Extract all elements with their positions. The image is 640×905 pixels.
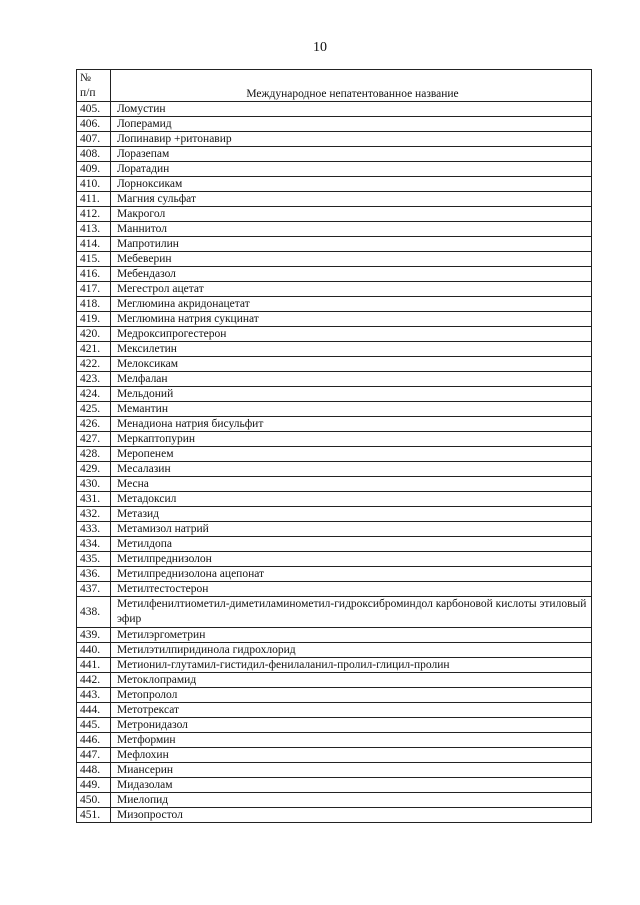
drug-name: Метадоксил <box>111 492 592 507</box>
row-number: 449. <box>77 778 111 793</box>
drug-name: Метилфенилтиометил-диметиламинометил-гидроксиброминдол карбоновой кислоты этиловый эфир <box>111 597 592 628</box>
table-row <box>77 357 592 372</box>
row-number: 445. <box>77 718 111 733</box>
drug-name: Меропенем <box>111 447 592 462</box>
drug-name: Меглюмина натрия сукцинат <box>111 312 592 327</box>
table-row <box>77 537 592 552</box>
row-number: 444. <box>77 703 111 718</box>
drug-name: Мексилетин <box>111 342 592 357</box>
row-number: 414. <box>77 237 111 252</box>
row-number: 431. <box>77 492 111 507</box>
row-number: 432. <box>77 507 111 522</box>
drug-name: Лоразепам <box>111 147 592 162</box>
table-row <box>77 207 592 222</box>
row-number: 415. <box>77 252 111 267</box>
table-row <box>77 552 592 567</box>
drug-name: Мелфалан <box>111 372 592 387</box>
table-row <box>77 267 592 282</box>
table-row <box>77 567 592 582</box>
drug-name: Метоклопрамид <box>111 673 592 688</box>
drug-name: Лорноксикам <box>111 177 592 192</box>
row-number: 405. <box>77 102 111 117</box>
drug-name: Мельдоний <box>111 387 592 402</box>
drug-name: Мегестрол ацетат <box>111 282 592 297</box>
row-number: 439. <box>77 628 111 643</box>
table-row <box>77 462 592 477</box>
row-number: 419. <box>77 312 111 327</box>
table-row <box>77 447 592 462</box>
column-header-name: Международное непатентованное название <box>111 70 592 102</box>
table-row <box>77 522 592 537</box>
drug-name: Метилпреднизолон <box>111 552 592 567</box>
row-number: 442. <box>77 673 111 688</box>
column-header-number <box>77 70 111 102</box>
drug-name: Метазид <box>111 507 592 522</box>
row-number: 434. <box>77 537 111 552</box>
drug-name: Метилэтилпиридинола гидрохлорид <box>111 643 592 658</box>
drug-name: Метотрексат <box>111 703 592 718</box>
row-number: 425. <box>77 402 111 417</box>
drug-name: Ломустин <box>111 102 592 117</box>
table-row <box>77 597 592 628</box>
table-row <box>77 703 592 718</box>
drug-name: Месна <box>111 477 592 492</box>
row-number: 410. <box>77 177 111 192</box>
table-row <box>77 402 592 417</box>
row-number: 440. <box>77 643 111 658</box>
row-number: 412. <box>77 207 111 222</box>
row-number: 435. <box>77 552 111 567</box>
table-row <box>77 793 592 808</box>
row-number: 422. <box>77 357 111 372</box>
row-number: 418. <box>77 297 111 312</box>
drug-name: Меглюмина акридонацетат <box>111 297 592 312</box>
drug-name: Меркаптопурин <box>111 432 592 447</box>
drug-name: Лоратадин <box>111 162 592 177</box>
drug-name: Метамизол натрий <box>111 522 592 537</box>
drug-name: Лопинавир +ритонавир <box>111 132 592 147</box>
table-row <box>77 327 592 342</box>
drug-name: Мизопростол <box>111 808 592 823</box>
row-number: 420. <box>77 327 111 342</box>
drug-name: Метформин <box>111 733 592 748</box>
column-header-number-line1: № <box>80 72 91 84</box>
row-number: 424. <box>77 387 111 402</box>
drug-name: Менадиона натрия бисульфит <box>111 417 592 432</box>
table-row <box>77 312 592 327</box>
drug-name: Метилпреднизолона ацепонат <box>111 567 592 582</box>
row-number: 429. <box>77 462 111 477</box>
drug-name: Мебеверин <box>111 252 592 267</box>
row-number: 409. <box>77 162 111 177</box>
drug-name: Метилэргометрин <box>111 628 592 643</box>
drug-name: Мебендазол <box>111 267 592 282</box>
drug-name: Макрогол <box>111 207 592 222</box>
row-number: 437. <box>77 582 111 597</box>
page-number: 10 <box>313 40 327 55</box>
table-row <box>77 643 592 658</box>
table-row <box>77 192 592 207</box>
drug-name: Метилтестостерон <box>111 582 592 597</box>
row-number: 407. <box>77 132 111 147</box>
row-number: 417. <box>77 282 111 297</box>
drug-name: Мапротилин <box>111 237 592 252</box>
table-row <box>77 237 592 252</box>
table-row <box>77 628 592 643</box>
table-body <box>77 102 592 823</box>
table-row <box>77 718 592 733</box>
table-row <box>77 372 592 387</box>
drug-name: Месалазин <box>111 462 592 477</box>
table-row <box>77 162 592 177</box>
table-row <box>77 748 592 763</box>
row-number: 421. <box>77 342 111 357</box>
row-number: 423. <box>77 372 111 387</box>
table-row <box>77 342 592 357</box>
table-row <box>77 222 592 237</box>
table-row <box>77 477 592 492</box>
table-row <box>77 132 592 147</box>
row-number: 426. <box>77 417 111 432</box>
row-number: 427. <box>77 432 111 447</box>
table-row <box>77 763 592 778</box>
drug-name: Лоперамид <box>111 117 592 132</box>
table-row <box>77 582 592 597</box>
table-row <box>77 507 592 522</box>
table-row <box>77 673 592 688</box>
drug-table <box>76 69 592 823</box>
row-number: 450. <box>77 793 111 808</box>
drug-name: Миансерин <box>111 763 592 778</box>
drug-name: Магния сульфат <box>111 192 592 207</box>
row-number: 433. <box>77 522 111 537</box>
table-row <box>77 808 592 823</box>
drug-name: Миелопид <box>111 793 592 808</box>
row-number: 446. <box>77 733 111 748</box>
column-header-number-line2: п/п <box>80 87 96 99</box>
table-row <box>77 117 592 132</box>
row-number: 443. <box>77 688 111 703</box>
drug-name: Маннитол <box>111 222 592 237</box>
row-number: 436. <box>77 567 111 582</box>
table-row <box>77 432 592 447</box>
drug-name: Медроксипрогестерон <box>111 327 592 342</box>
drug-name: Метионил-глутамил-гистидил-фенилаланил-пролил-глицил-пролин <box>111 658 592 673</box>
drug-name: Мефлохин <box>111 748 592 763</box>
table-row <box>77 297 592 312</box>
row-number: 428. <box>77 447 111 462</box>
drug-name: Метопролол <box>111 688 592 703</box>
drug-name: Мелоксикам <box>111 357 592 372</box>
drug-name: Мемантин <box>111 402 592 417</box>
table-row <box>77 177 592 192</box>
row-number: 413. <box>77 222 111 237</box>
row-number: 448. <box>77 763 111 778</box>
table-header-row <box>77 70 592 102</box>
table-row <box>77 147 592 162</box>
row-number: 411. <box>77 192 111 207</box>
row-number: 416. <box>77 267 111 282</box>
table-row <box>77 658 592 673</box>
row-number: 408. <box>77 147 111 162</box>
table-row <box>77 102 592 117</box>
row-number: 430. <box>77 477 111 492</box>
table-row <box>77 282 592 297</box>
row-number: 406. <box>77 117 111 132</box>
drug-name: Метронидазол <box>111 718 592 733</box>
table-row <box>77 252 592 267</box>
table-row <box>77 733 592 748</box>
table-row <box>77 417 592 432</box>
table-row <box>77 688 592 703</box>
row-number: 441. <box>77 658 111 673</box>
table-row <box>77 492 592 507</box>
table-row <box>77 387 592 402</box>
drug-name: Метилдопа <box>111 537 592 552</box>
table-row <box>77 778 592 793</box>
row-number: 447. <box>77 748 111 763</box>
row-number: 451. <box>77 808 111 823</box>
drug-name: Мидазолам <box>111 778 592 793</box>
row-number: 438. <box>77 597 111 628</box>
